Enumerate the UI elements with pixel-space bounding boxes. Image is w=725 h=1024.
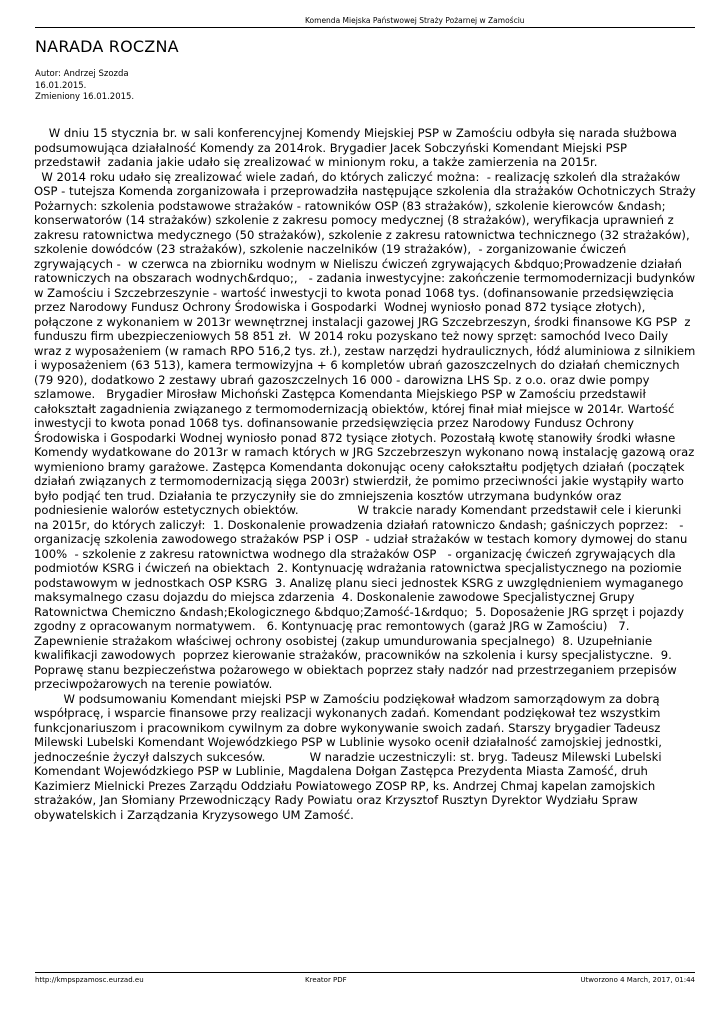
footer-generator: Kreator PDF	[305, 976, 347, 984]
article-paragraph-summary: W podsumowaniu Komendant miejski PSP w Zamościu podziękował władzom samorządowym za dobrą współpracę, i wsparcie finansowe przy realizacji wykonanych zadań. Komendant podziękował tez wszystkim funkcjonariuszom i pracownikom cywilnym za dobre wykonywanie swoich zadań. Starszy brygadier Tadeusz Milewski Lubelski Komendant Wojewódzkiego PSP w Lublinie wysoko ocenił działalność zamojskiej jednostki, jednocześnie życzył dalszych sukcesów. W naradzie uczestniczyli: st. bryg. Tadeusz Milewski Lubelski Komendant Wojewódzkiego PSP w Lublinie, Magdalena Dołgan Zastępca Prezydenta Miasta Zamość, druh Kazimierz Mielnicki Prezes Zarządu Oddziału Powiatowego ZOSP RP, ks. Andrzej Chmaj kapelan zamojskich strażaków, Jan Słomiany Przewodniczący Rady Powiatu oraz Krzysztof Rusztyn Dyrektor Wydziału Spraw obywatelskich i Zarządzania Kryzysowego UM Zamość.	[34, 691, 666, 822]
header-divider	[35, 27, 695, 28]
article-paragraph-intro: W dniu 15 stycznia br. w sali konferencyjnej Komendy Miejskiej PSP w Zamościu odbyła się narada służbowa podsumowująca działalność Komendy za 2014rok. Brygadier Jacek Sobczyński Komendant Miejski PSP przedstawił zadania jakie udało się zrealizować w minionym roku, a także zamierzenia na 2015r.	[34, 126, 681, 169]
page-header-organization: Komenda Miejska Państwowej Straży Pożarnej w Zamościu	[305, 16, 525, 25]
article-modified-date: Zmieniony 16.01.2015.	[35, 92, 135, 102]
article-body	[34, 126, 700, 822]
article-title: NARADA ROCZNA	[35, 37, 179, 56]
page-footer	[35, 976, 695, 988]
article-date: 16.01.2015.	[35, 80, 87, 91]
footer-divider	[35, 972, 695, 973]
footer-created-date: Utworzono 4 March, 2017, 01:44	[580, 976, 695, 984]
footer-url-link[interactable]: http://kmpspzamosc.eurzad.eu	[35, 976, 144, 984]
article-meta	[35, 69, 134, 104]
article-paragraph-tasks: W 2014 roku udało się zrealizować wiele zadań, do których zaliczyć można: - realizację szkoleń dla strażaków OSP - tutejsza Komenda zorganizowała i przeprowadziła następujące szkolenia dla strażaków Ochotniczych Straży Pożarnych: szkolenia podstawowe strażaków - ratowników OSP (83 strażaków), szkolenie kierowców &ndash; konserwatorów (14 strażaków) szkolenie z zakresu pomocy medycznej (8 strażaków), weryfikacja uprawnień z zakresu ratownictwa medycznego (50 strażaków), szkolenie z zakresu ratownictwa technicznego (32 strażaków), szkolenie dowódców (23 strażaków), szkolenie naczelników (19 strażaków), - zorganizowanie ćwiczeń zgrywających - w czerwca na zbiorniku wodnym w Nieliszu ćwiczeń zgrywających &bdquo;Prowadzenie działań ratowniczych na obszarach wodnych&rdquo;, - zadania inwestycyjne: zakończenie termomodernizacji budynków w Zamościu i Szczebrzeszynie - wartość inwestycji to kwota ponad 1068 tys. (dofinansowanie przedsięwzięcia przez Narodowy Fundusz Ochrony Środowiska i Gospodarki Wodnej wyniosło ponad 872 tysiące złotych), połączone z wykonaniem w 2013r wewnętrznej instalacji gazowej JRG Szczebrzeszyn, środki finansowe KG PSP z funduszu firm ubezpieczeniowych 58 851 zł. W 2014 roku pozyskano też nowy sprzęt: samochód Iveco Daily wraz z wyposażeniem (w ramach RPO 516,2 tys. zł.), zestaw narzędzi hydraulicznych, łódź aluminiowa z silnikiem i wyposażeniem (63 513), kamera termowizyjna + 6 kompletów ubrań gazoszczelnych do działań chemicznych (79 920), dodatkowo 2 zestawy ubrań gazoszczelnych 16 000 - darowizna LHS Sp. z o.o. oraz dwie pompy szlamowe. Brygadier Mirosław Michoński Zastępca Komendanta Miejskiego PSP w Zamościu przedstawił całokształt zagadnienia związanego z termomodernizacją obiektów, której finał miał miejsce w 2014r. Wartość inwestycji to kwota ponad 1068 tys. dofinansowanie przedsięwzięcia przez Narodowy Fundusz Ochrony Środowiska i Gospodarki Wodnej wyniosło ponad 872 tysiące złotych. Pozostałą kwotę stanowiły środki własne Komendy wydatkowane do 2013r w ramach których w JRG Szczebrzeszyn wykonano nową instalację gazową oraz wymieniono bramy garażowe. Zastępca Komendanta dokonując oceny całokształtu podjętych działań (początek działań związanych z termomodernizacją sięga 2003r) stwierdził, że pomimo przeciwności jakie wystąpiły warto było podjąć ten trud. Działania te przyczyniły sie do zmniejszenia kosztów utrzymana budynków oraz podniesienie walorów estetycznych obiektów. W trakcie narady Komendant przedstawił cele i kierunki na 2015r, do których zaliczył: 1. Doskonalenie prowadzenia działań ratowniczo &ndash; gaśniczych poprzez: - organizację szkolenia zawodowego strażaków PSP i OSP - udział strażaków w testach komory dymowej do stanu 100% - szkolenie z zakresu ratownictwa wodnego dla strażaków OSP - organizację ćwiczeń zgrywających dla podmiotów KSRG i ćwiczeń na obiektach 2. Kontynuację wdrażania ratownictwa specjalistycznego na poziomie podstawowym w jednostkach OSP KSRG 3. Analizę planu sieci jednostek KSRG z uwzględnieniem wymaganego maksymalnego czasu dojazdu do miejsca zdarzenia 4. Doskonalenie zawodowe Specjalistycznej Grupy Ratownictwa Chemiczno &ndash;Ekologicznego &bdquo;Zamość-1&rdquo; 5. Doposażenie JRG sprzęt i pojazdy zgodny z opracowanym normatywem. 6. Kontynuację prac remontowych (garaż JRG w Zamościu) 7. Zapewnienie strażakom właściwej ochrony osobistej (zakup umundurowania specjalnego) 8. Uzupełnianie kwalifikacji zawodowych poprzez kierowanie strażaków, pracowników na szkolenia i kursy specjalistyczne. 9. Poprawę stanu bezpieczeństwa pożarowego w obiektach poprzez stały nadzór nad przestrzeganiem przepisów przeciwpożarowych na terenie powiatów.	[34, 169, 700, 691]
article-author: Autor: Andrzej Szozda	[35, 69, 129, 79]
